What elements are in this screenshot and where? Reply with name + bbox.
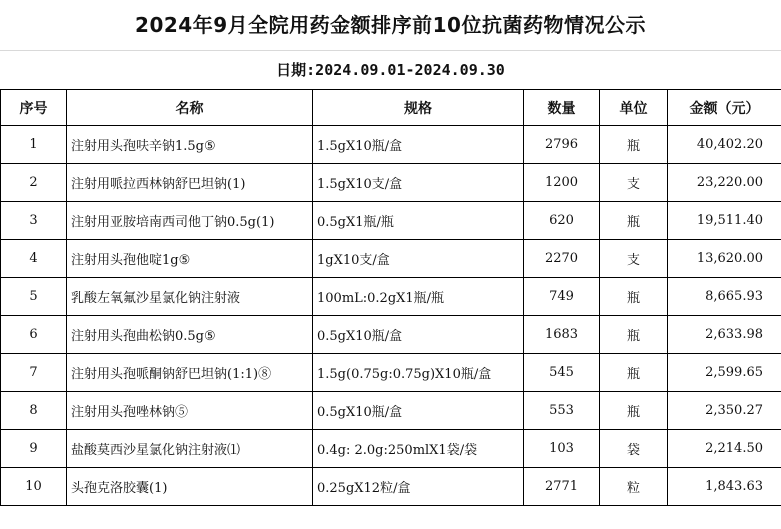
cell-name: 盐酸莫西沙星氯化钠注射液⑴ [67,430,313,468]
cell-spec: 0.25gX12粒/盒 [313,468,524,506]
cell-no: 7 [1,354,67,392]
cell-spec: 1.5gX10瓶/盒 [313,126,524,164]
header-amount: 金额（元） [668,90,781,126]
cell-no: 3 [1,202,67,240]
cell-amount: 1,843.63 [668,468,781,506]
cell-quantity: 545 [524,354,600,392]
cell-quantity: 749 [524,278,600,316]
table-row [1,354,781,392]
cell-amount: 2,214.50 [668,430,781,468]
cell-amount: 2,350.27 [668,392,781,430]
table-row [1,164,781,202]
cell-no: 8 [1,392,67,430]
cell-no: 6 [1,316,67,354]
cell-amount: 2,633.98 [668,316,781,354]
date-range: 日期:2024.09.01-2024.09.30 [0,50,781,89]
cell-unit: 袋 [600,430,668,468]
cell-name: 头孢克洛胶囊(1) [67,468,313,506]
cell-quantity: 553 [524,392,600,430]
table-header-row [1,90,781,126]
header-no: 序号 [1,90,67,126]
header-spec: 规格 [313,90,524,126]
table-row [1,392,781,430]
cell-spec: 0.5gX10瓶/盒 [313,316,524,354]
table-row [1,240,781,278]
cell-amount: 23,220.00 [668,164,781,202]
cell-unit: 瓶 [600,392,668,430]
cell-unit: 支 [600,240,668,278]
cell-spec: 1.5gX10支/盒 [313,164,524,202]
cell-amount: 19,511.40 [668,202,781,240]
drug-table [0,89,781,506]
cell-spec: 0.5gX1瓶/瓶 [313,202,524,240]
cell-unit: 瓶 [600,126,668,164]
cell-name: 注射用头孢他啶1g⑤ [67,240,313,278]
header-quantity: 数量 [524,90,600,126]
cell-no: 4 [1,240,67,278]
cell-name: 注射用头孢呋辛钠1.5g⑤ [67,126,313,164]
header-unit: 单位 [600,90,668,126]
cell-unit: 瓶 [600,202,668,240]
cell-no: 1 [1,126,67,164]
cell-spec: 1.5g(0.75g:0.75g)X10瓶/盒 [313,354,524,392]
cell-quantity: 2796 [524,126,600,164]
cell-quantity: 620 [524,202,600,240]
cell-quantity: 2270 [524,240,600,278]
table-row [1,430,781,468]
cell-no: 10 [1,468,67,506]
cell-no: 9 [1,430,67,468]
table-row [1,468,781,506]
cell-name: 乳酸左氧氟沙星氯化钠注射液 [67,278,313,316]
cell-name: 注射用头孢唑林钠⑤ [67,392,313,430]
cell-spec: 1gX10支/盒 [313,240,524,278]
cell-amount: 8,665.93 [668,278,781,316]
cell-unit: 瓶 [600,316,668,354]
cell-quantity: 103 [524,430,600,468]
table-row [1,202,781,240]
cell-no: 2 [1,164,67,202]
cell-amount: 2,599.65 [668,354,781,392]
cell-name: 注射用哌拉西林钠舒巴坦钠(1) [67,164,313,202]
table-row [1,278,781,316]
cell-unit: 瓶 [600,354,668,392]
cell-unit: 瓶 [600,278,668,316]
cell-no: 5 [1,278,67,316]
cell-spec: 0.4g: 2.0g:250mlX1袋/袋 [313,430,524,468]
cell-quantity: 1683 [524,316,600,354]
cell-spec: 0.5gX10瓶/盒 [313,392,524,430]
cell-unit: 支 [600,164,668,202]
table-row [1,316,781,354]
cell-quantity: 2771 [524,468,600,506]
cell-quantity: 1200 [524,164,600,202]
cell-amount: 40,402.20 [668,126,781,164]
cell-name: 注射用亚胺培南西司他丁钠0.5g(1) [67,202,313,240]
cell-spec: 100mL:0.2gX1瓶/瓶 [313,278,524,316]
cell-name: 注射用头孢曲松钠0.5g⑤ [67,316,313,354]
table-row [1,126,781,164]
cell-unit: 粒 [600,468,668,506]
header-name: 名称 [67,90,313,126]
cell-amount: 13,620.00 [668,240,781,278]
cell-name: 注射用头孢哌酮钠舒巴坦钠(1:1)⑧ [67,354,313,392]
page-title: 2024年9月全院用药金额排序前10位抗菌药物情况公示 [135,13,646,37]
